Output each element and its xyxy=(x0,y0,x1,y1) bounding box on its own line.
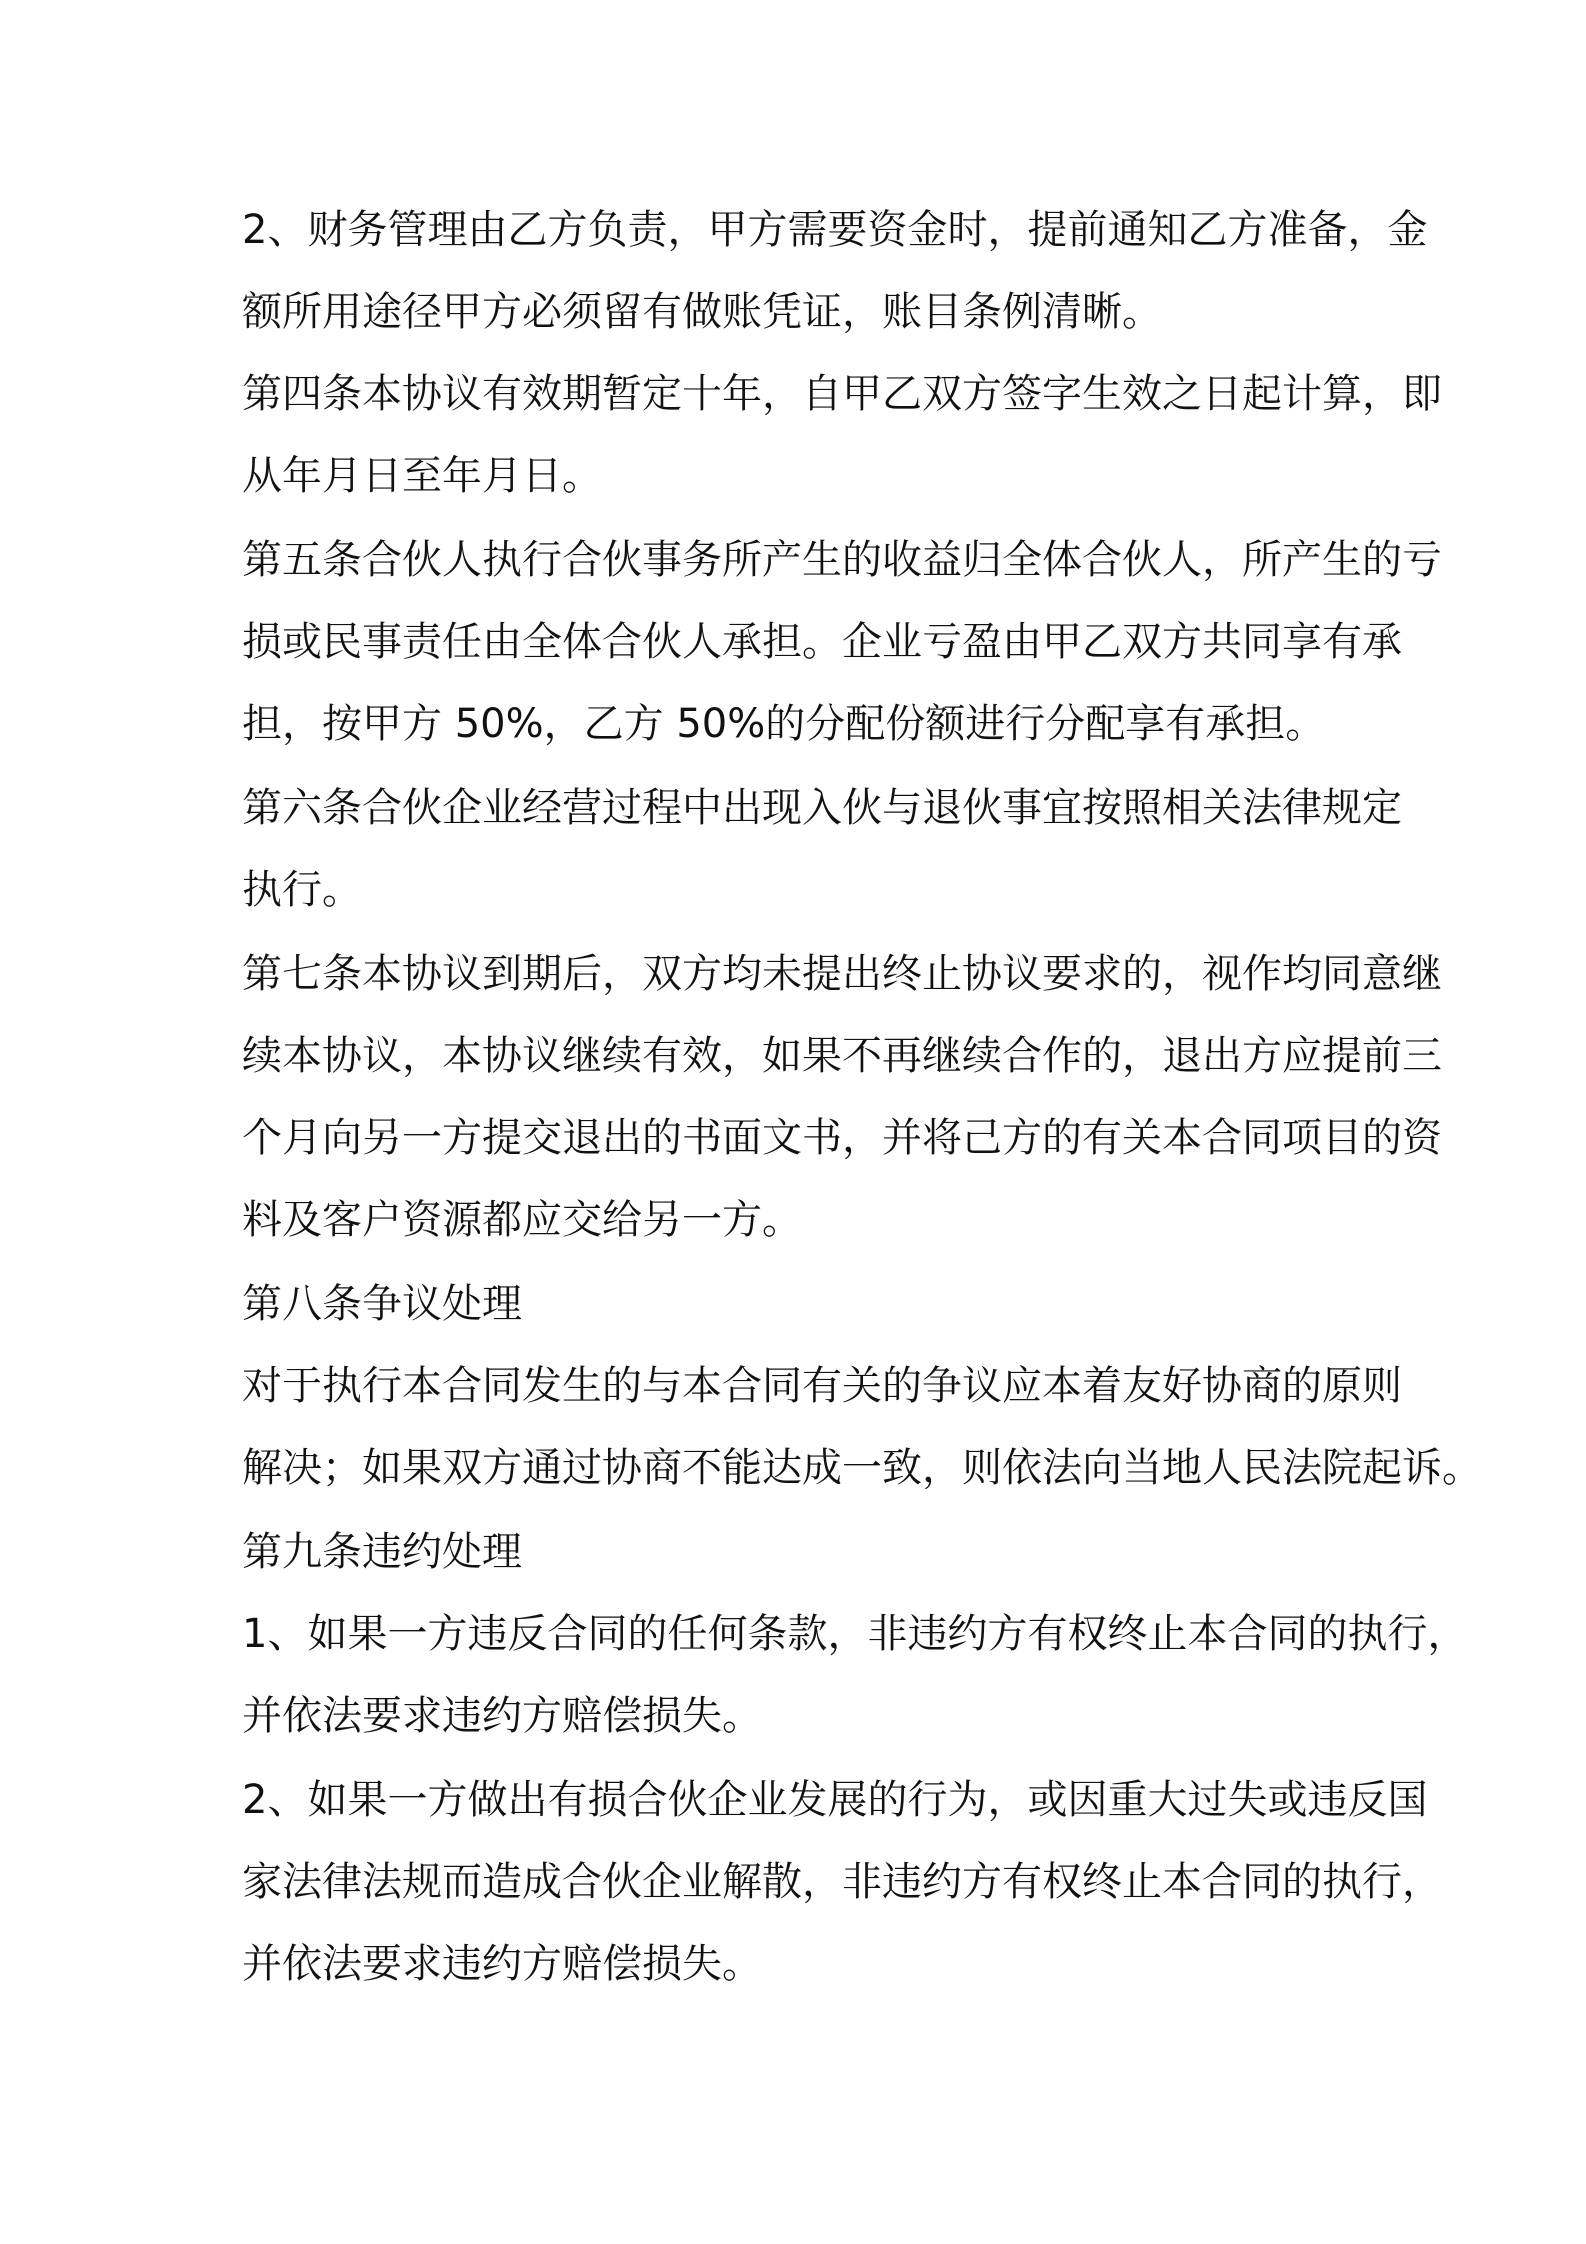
text-line-20: 2、如果一方做出有损合伙企业发展的行为，或因重大过失或违反国 xyxy=(242,1777,1428,1823)
text-line-22: 并依法要求违约方赔偿损失。 xyxy=(242,1941,762,1987)
section-heading-8: 第八条争议处理 xyxy=(242,1281,522,1327)
text-line-2: 额所用途径甲方必须留有做账凭证，账目条例清晰。 xyxy=(242,289,1162,335)
text-line-11: 续本协议，本协议继续有效，如果不再继续合作的，退出方应提前三 xyxy=(242,1033,1442,1079)
text-line-19: 并依法要求违约方赔偿损失。 xyxy=(242,1693,762,1739)
text-line-13: 料及客户资源都应交给另一方。 xyxy=(242,1197,802,1243)
text-line-10: 第七条本协议到期后，双方均未提出终止协议要求的，视作均同意继 xyxy=(242,951,1442,997)
text-line-21: 家法律法规而造成合伙企业解散，非违约方有权终止本合同的执行， xyxy=(242,1859,1442,1905)
text-line-9: 执行。 xyxy=(242,867,362,913)
text-line-4: 从年月日至年月日。 xyxy=(242,453,602,499)
text-line-12: 个月向另一方提交退出的书面文书，并将己方的有关本合同项目的资 xyxy=(242,1115,1442,1161)
text-line-18: 1、如果一方违反合同的任何条款，非违约方有权终止本合同的执行， xyxy=(242,1611,1468,1657)
text-line-1: 2、财务管理由乙方负责，甲方需要资金时，提前通知乙方准备，金 xyxy=(242,207,1428,253)
text-line-15: 对于执行本合同发生的与本合同有关的争议应本着友好协商的原则 xyxy=(242,1363,1402,1409)
text-line-3: 第四条本协议有效期暂定十年，自甲乙双方签字生效之日起计算，即 xyxy=(242,371,1442,417)
text-line-16: 解决；如果双方通过协商不能达成一致，则依法向当地人民法院起诉。 xyxy=(242,1445,1482,1491)
text-line-8: 第六条合伙企业经营过程中出现入伙与退伙事宜按照相关法律规定 xyxy=(242,785,1402,831)
text-line-6: 损或民事责任由全体合伙人承担。企业亏盈由甲乙双方共同享有承 xyxy=(242,619,1402,665)
section-heading-9: 第九条违约处理 xyxy=(242,1529,522,1575)
text-line-5: 第五条合伙人执行合伙事务所产生的收益归全体合伙人，所产生的亏 xyxy=(242,537,1442,583)
text-line-7: 担，按甲方 50%，乙方 50%的分配份额进行分配享有承担。 xyxy=(242,701,1326,747)
